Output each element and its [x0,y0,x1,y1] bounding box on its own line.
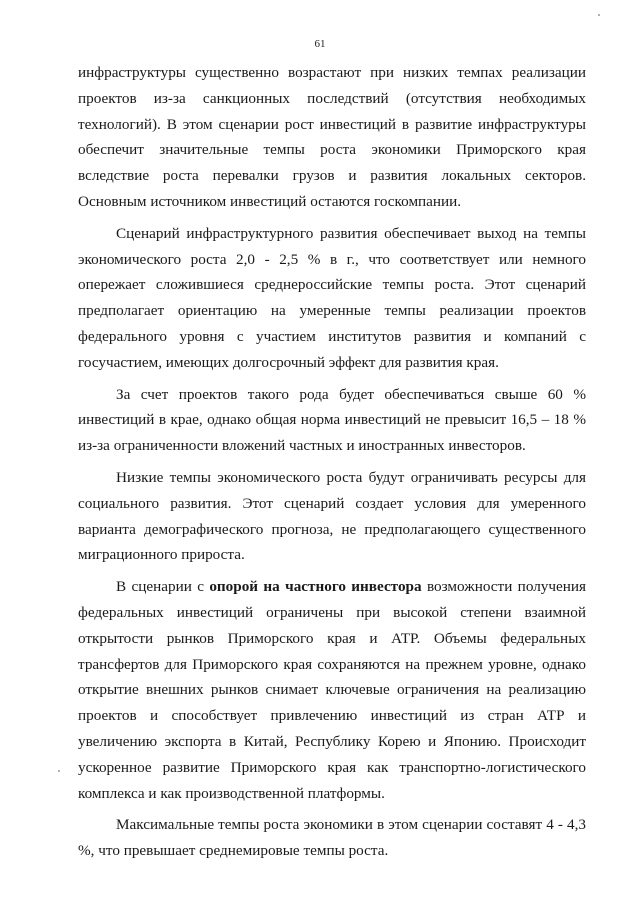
scan-speck [598,14,600,16]
page-number: 61 [314,38,326,50]
paragraph-max-growth: Максимальные темпы роста экономики в этом сценарии составят 4 - 4,3 %, что превышает среднемировые темпы роста. [78,816,586,860]
paragraph-lead-text: В сценарии с [116,578,210,596]
paragraph-investment-share: За счет проектов такого рода будет обеспечиваться свыше 60 % инвестиций в крае, однако общая норма инвестиций не превысит 16,5 – 18 % из-за ограниченности вложений частных и иностранных инвесторов. [78,385,586,455]
paragraph-infrastructure-scenario: Сценарий инфраструктурного развития обеспечивает выход на темпы экономического роста 2,0 - 2,5 % в г., что соответствует или немного опережает сложившиеся среднероссийские темпы роста. Этот сценарий предполагает ориентацию на умеренные темпы реализации проектов федерального уровня с участием институтов развития и компаний с госучастием, имеющих долгосрочный эффект для развития края. [78,224,586,371]
scan-speck [58,770,60,772]
emphasized-term: опорой на частного инвестора [209,578,422,596]
paragraph-infrastructure-risks: инфраструктуры существенно возрастают при низких темпах реализации проектов из-за санкционных последствий (отсутствия необходимых технологий). В этом сценарии рост инвестиций в развитие инфраструктуры обеспечит значительные темпы роста экономики Приморского края вследствие роста перевалки грузов и развития локальных секторов. Основным источником инвестиций остаются госкомпании. [78,64,586,210]
document-body [78,60,586,864]
paragraph-private-investor-scenario [78,574,586,806]
paragraph-social-development: Низкие темпы экономического роста будут ограничивать ресурсы для социального развития. Этот сценарий создает условия для умеренного варианта демографического прогноза, не предполагающего существенного миграционного прироста. [78,468,586,564]
paragraph-body-text: возможности получения федеральных инвестиций ограничены при высокой степени взаимной открытости рынков Приморского края и АТР. Объемы федеральных трансфертов для Приморского края сохраняются на прежнем уровне, однако открытие внешних рынков снимает ключевые ограничения на реализацию проектов и способствует привлечению инвестиций из стран АТР и увеличению экспорта в Китай, Республику Корею и Японию. Происходит ускоренное развитие Приморского края как транспортно-логистического комплекса и как производственной платформы. [78,578,587,802]
